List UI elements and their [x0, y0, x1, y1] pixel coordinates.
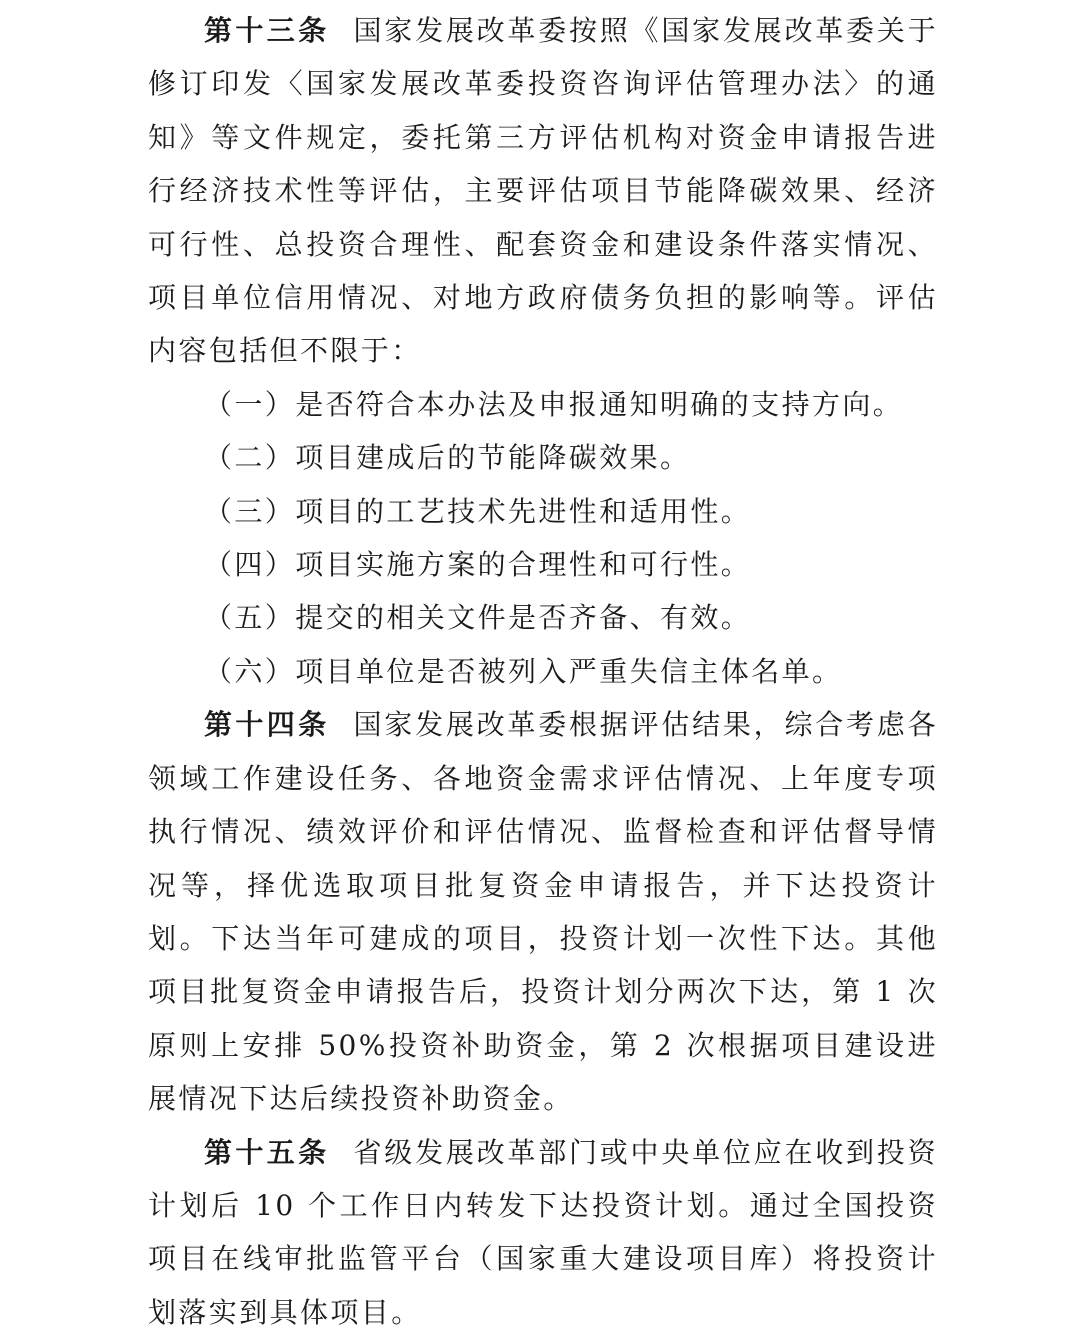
- document-page: [148, 4, 938, 1339]
- article-13-text: 国家发展改革委按照《国家发展改革委关于修订印发〈国家发展改革委投资咨询评估管理办法〉的通知》等文件规定，委托第三方评估机构对资金申请报告进行经济技术性等评估，主要评估项目节能降碳效果、经济可行性、总投资合理性、配套资金和建设条件落实情况、项目单位信用情况、对地方政府债务负担的影响等。评估内容包括但不限于：: [148, 14, 938, 368]
- evaluation-item-3: （三）项目的工艺技术先进性和适用性。: [204, 494, 752, 528]
- evaluation-item-6: （六）项目单位是否被列入严重失信主体名单。: [204, 654, 843, 688]
- article-15-number: 第十五条: [204, 1135, 330, 1169]
- article-13-number: 第十三条: [204, 14, 330, 47]
- evaluation-item-5: （五）提交的相关文件是否齐备、有效。: [204, 601, 752, 635]
- evaluation-item-2: （二）项目建成后的节能降碳效果。: [204, 441, 691, 475]
- article-14-text: 国家发展改革委根据评估结果，综合考虑各领域工作建设任务、各地资金需求评估情况、上年度专项执行情况、绩效评价和评估情况、监督检查和评估督导情况等，择优选取项目批复资金申请报告，并下达投资计划。下达当年可建成的项目，投资计划一次性下达。其他项目批复资金申请报告后，投资计划分两次下达，第 1 次原则上安排 50%投资补助资金，第 2 次根据项目建设进展情况下达后续投资补助资金。: [148, 708, 938, 1116]
- evaluation-item-1: （一）是否符合本办法及申报通知明确的支持方向。: [204, 387, 904, 421]
- article-15-text: 省级发展改革部门或中央单位应在收到投资计划后 10 个工作日内转发下达投资计划。通过全国投资项目在线审批监管平台（国家重大建设项目库）将投资计划落实到具体项目。: [148, 1135, 938, 1329]
- article-14-number: 第十四条: [204, 708, 330, 742]
- article-14: [148, 698, 938, 1125]
- article-13: [148, 4, 938, 378]
- article-15: [148, 1126, 938, 1339]
- evaluation-item-4: （四）项目实施方案的合理性和可行性。: [204, 548, 752, 582]
